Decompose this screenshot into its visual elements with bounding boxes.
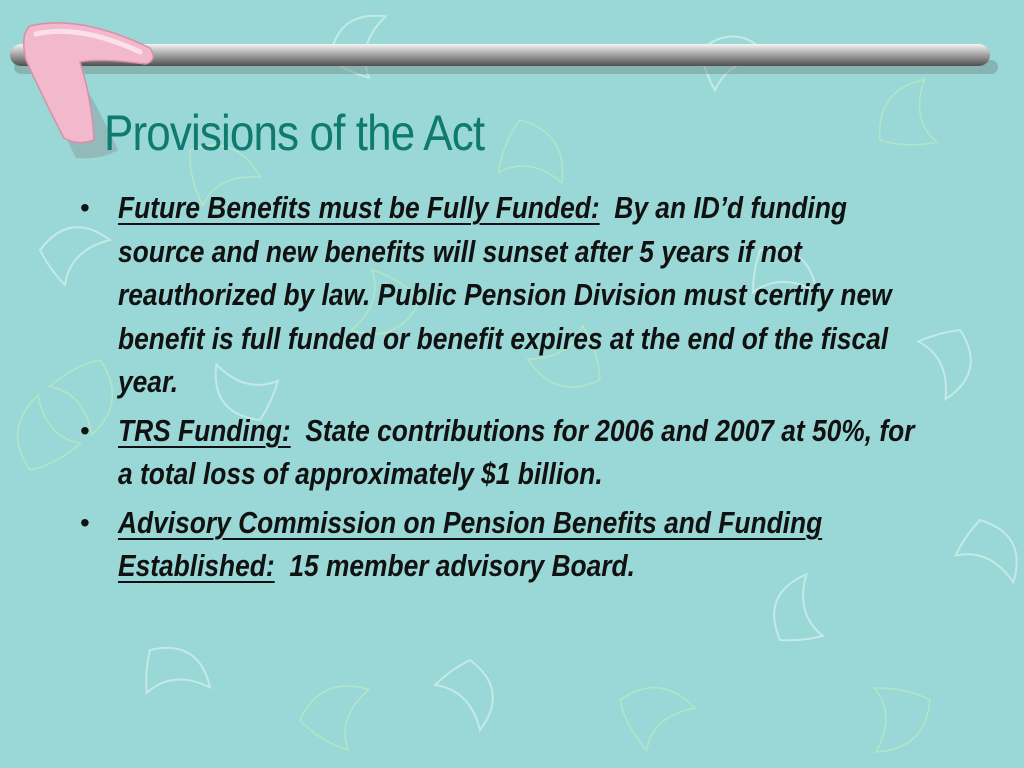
bullet-lead: TRS Funding: [118,412,291,448]
bullet-icon: • [80,192,90,223]
bullet-icon: • [80,506,90,538]
bullet-text: State contributions for 2006 and 2007 at 50%, for a total loss of approximately $1 billion. [118,412,915,491]
bullet-lead: Advisory Commission on Pension Benefits and Funding Established: [118,504,823,583]
bullet-item-future-benefits [78,186,968,404]
slide-title: Provisions of the Act [104,105,485,161]
bullet-text: By an ID’d funding source and new benefits will sunset after 5 years if not reauthorized by law. Public Pension Division must certify new benefit is full funded or benefit expires at the end of the fiscal year. [118,190,892,399]
bullet-list [78,186,968,593]
bullet-icon: • [80,414,90,446]
bullet-text: 15 member advisory Board. [289,548,635,583]
bullet-lead: Future Benefits must be Fully Funded: [118,190,600,225]
bullet-item-trs-funding [78,409,968,496]
header-rod [0,0,1024,200]
bullet-item-advisory-commission [78,501,968,588]
